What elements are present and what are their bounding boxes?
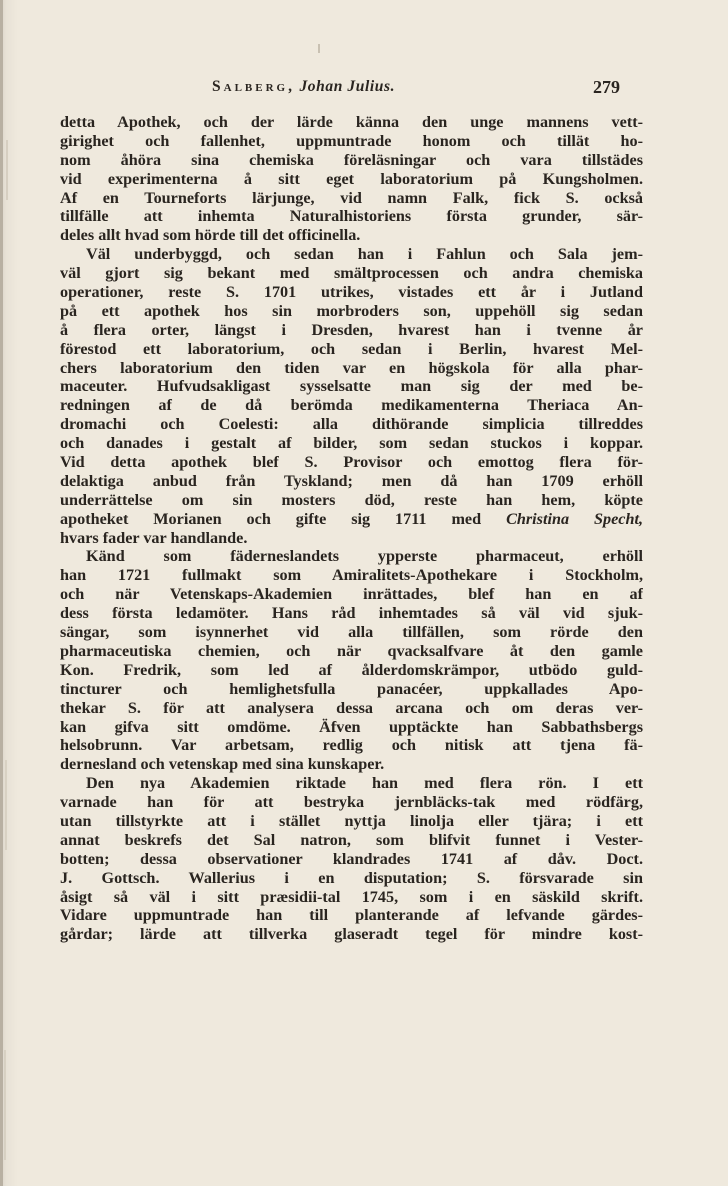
text-line: [60, 510, 643, 529]
page-gutter-edge: [0, 0, 3, 1186]
text-line: underrättelse om sin mosters död, reste han hem, köpte: [60, 490, 643, 509]
text-line: J. Gottsch. Wallerius i en disputation; S. försvarade sin: [60, 868, 643, 887]
running-title: [212, 78, 395, 96]
text-line: och när Vetenskaps-Akademien inrättades, blef han en af: [60, 585, 643, 604]
text-line: dromachi och Coelesti: alla dithörande simplicia tillreddes: [60, 415, 643, 434]
page-number: 279: [593, 77, 620, 97]
text-line: tincturer och hemlighetsfulla panacéer, uppkallades Apo-: [60, 679, 643, 698]
page-speck: [318, 44, 320, 53]
text-line: på ett apothek hos sin morbroders son, uppehöll sig sedan: [60, 301, 643, 320]
text-line: åsigt så väl i sitt præsidii-tal 1745, som i en säskild skrift.: [60, 887, 643, 906]
text-line: Vid detta apothek blef S. Provisor och emottog flera för-: [60, 453, 643, 472]
text-line: chers laboratorium den tiden var en högskola för alla phar-: [60, 358, 643, 377]
text-line: deles allt hvad som hörde till det officinella.: [60, 226, 361, 245]
running-title-surname: Salberg,: [212, 78, 295, 95]
binding-shadow-mark: [5, 760, 7, 850]
text-line: han 1721 fullmakt som Amiralitets-Apothekare i Stockholm,: [60, 566, 643, 585]
text-line: Väl underbyggd, och sedan han i Fahlun och Sala jem-: [86, 245, 643, 264]
text-line: thekar S. för att analysera dessa arcana och om deras ver-: [60, 698, 643, 717]
text-line: å flera orter, längst i Dresden, hvarest han i tvenne år: [60, 320, 643, 339]
text-line: operationer, reste S. 1701 utrikes, vistades ett år i Jutland: [60, 283, 643, 302]
text-line: delaktiga anbud från Tyskland; men då han 1709 erhöll: [60, 471, 643, 490]
text-line: girighet och fallenhet, uppmuntrade honom och tillät ho-: [60, 131, 643, 150]
body-text: [60, 113, 643, 944]
running-header: [120, 78, 620, 102]
text-line: maceuter. Hufvudsakligast sysselsatte man sig der med be-: [60, 377, 643, 396]
text-line: botten; dessa observationer klandrades 1741 af dåv. Doct.: [60, 849, 643, 868]
text-line: nom åhöra sina chemiska föreläsningar och vara tillstädes: [60, 150, 643, 169]
text-line-segment: apotheket Morianen och gifte sig 1711 med: [60, 509, 507, 528]
text-line: Af en Tourneforts lärjunge, vid namn Falk, fick S. också: [60, 188, 643, 207]
text-line: utan tillstyrkte att i stället nyttja linolja eller tjära; i ett: [60, 811, 643, 830]
text-line: vid experimenterna å sitt eget laboratorium på Kungsholmen.: [60, 169, 643, 188]
text-line: väl gjort sig bekant med smältprocessen och andra chemiska: [60, 264, 643, 283]
italic-name: Christina Specht,: [506, 509, 643, 528]
text-line: detta Apothek, och der lärde känna den unge mannens vett-: [60, 113, 643, 131]
text-line: pharmaceutiska chemien, och när qvacksalfvare åt den gamle: [60, 641, 643, 660]
text-line: tillfälle att inhemta Naturalhistoriens första grunder, sär-: [60, 207, 643, 226]
text-line: dernesland och vetenskap med sina kunskaper.: [60, 755, 385, 774]
text-line: förestod ett laboratorium, och sedan i Berlin, hvarest Mel-: [60, 339, 643, 358]
text-line: gårdar; lärde att tillverka glaseradt tegel för mindre kost-: [60, 925, 643, 944]
text-line: kan gifva sitt omdöme. Äfven upptäckte han Sabbathsbergs: [60, 717, 643, 736]
text-line: Känd som fäderneslandets ypperste pharmaceut, erhöll: [86, 547, 643, 566]
text-line: dess första ledamöter. Hans råd inhemtades så väl vid sjuk-: [60, 604, 643, 623]
text-line: helsobrunn. Var arbetsam, redlig och nitisk att tjena fä-: [60, 736, 643, 755]
text-line: Vidare uppmuntrade han till planterande af lefvande gärdes-: [60, 906, 643, 925]
binding-shadow-mark: [6, 140, 8, 200]
text-line: och danades i gestalt af bilder, som sedan stuckos i koppar.: [60, 434, 643, 453]
text-line: redningen af de då berömda medikamenterna Theriaca An-: [60, 396, 643, 415]
binding-shadow-mark: [4, 1050, 6, 1160]
text-line: sängar, som isynnerhet vid alla tillfällen, som rörde den: [60, 623, 643, 642]
text-line: annat beskrefs det Sal natron, som blifvit funnet i Vester-: [60, 830, 643, 849]
text-line: Kon. Fredrik, som led af ålderdomskrämpor, utbödo guld-: [60, 660, 643, 679]
running-title-given-name: Johan Julius.: [299, 78, 396, 95]
text-line: Den nya Akademien riktade han med flera rön. I ett: [86, 774, 643, 793]
text-line: varnade han för att bestryka jernbläcks-tak med rödfärg,: [60, 793, 643, 812]
text-line: hvars fader var handlande.: [60, 528, 248, 547]
